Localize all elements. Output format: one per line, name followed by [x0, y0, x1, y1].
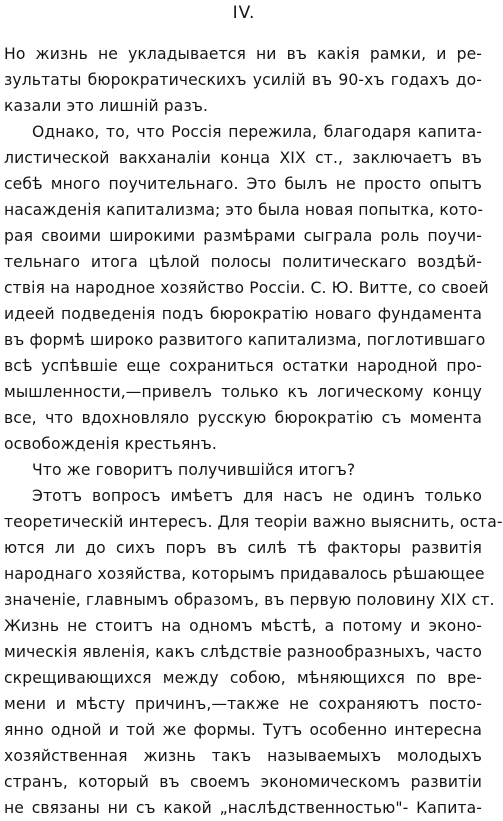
text-line: теоретическій интересъ. Для теоріи важно выяснить, оста-: [4, 513, 503, 531]
text-line: Жизнь не стоитъ на одномъ мѣстѣ, а потому и эконо-: [4, 617, 482, 635]
text-line: идеей подведенія подъ бюрократію новаго фундамента: [4, 305, 482, 323]
text-line: хозяйственная жизнь такъ называемыхъ молодыхъ: [4, 747, 482, 765]
text-line: народнаго хозяйства, которымъ придавалось рѣшающее: [4, 565, 485, 583]
text-line: листической вакханаліи конца XIX ст., заключаетъ въ: [4, 149, 482, 167]
text-line: ются ли до сихъ поръ въ силѣ тѣ факторы развитія: [4, 539, 482, 557]
text-line: ствія на народное хозяйство Россіи. С. Ю. Витте, со своей: [4, 279, 489, 297]
text-line: насажденія капитализма; это была новая попытка, кото-: [4, 201, 484, 219]
text-line: тельнаго итога цѣлой полосы политическаго воздѣй-: [4, 253, 482, 271]
section-heading: IV.: [232, 3, 256, 23]
text-line: мическія явленія, какъ слѣдствіе разнообразныхъ, часто: [4, 643, 482, 661]
text-line: мышленности,—привелъ только къ логическому концу: [4, 383, 482, 401]
text-line: Но жизнь не укладывается ни въ какія рамки, и ре-: [4, 45, 482, 63]
text-line: не связаны ни съ какой „наслѣдственностью"- Капита-: [4, 799, 482, 817]
text-line: Этотъ вопросъ имѣетъ для насъ не одинъ только: [32, 487, 482, 505]
text-line: освобожденія крестьянъ.: [4, 435, 217, 453]
text-line: скрещивающихся между собою, мѣняющихся по вре-: [4, 669, 482, 687]
text-line: Однако, то, что Россія пережила, благодаря капита-: [32, 123, 482, 141]
text-line: странъ, который въ своемъ экономическомъ развитіи: [4, 773, 482, 791]
text-line: Что же говоритъ получившійся итогъ?: [32, 461, 356, 479]
text-line: рая своими широкими размѣрами сыграла роль поучи-: [4, 227, 482, 245]
text-line: въ формѣ широко развитого капитализма, поглотившаго: [4, 331, 486, 349]
text-line: зультаты бюрократическихъ усилій въ 90-хъ годахъ до-: [4, 71, 482, 89]
text-line: значеніе, главнымъ образомъ, въ первую половину XIX ст.: [4, 591, 495, 609]
text-line: себѣ много поучительнаго. Это былъ не просто опытъ: [4, 175, 482, 193]
text-line: все, что вдохновляло русскую бюрократію съ момента: [4, 409, 482, 427]
text-line: мени и мѣсту причинъ,—также не сохраняютъ посто-: [4, 695, 482, 713]
text-line: казали это лишній разъ.: [4, 97, 209, 115]
text-line: янно одной и той же формы. Тутъ особенно интересна: [4, 721, 482, 739]
text-line: всѣ успѣвшіе еще сохраниться остатки народной про-: [4, 357, 482, 375]
